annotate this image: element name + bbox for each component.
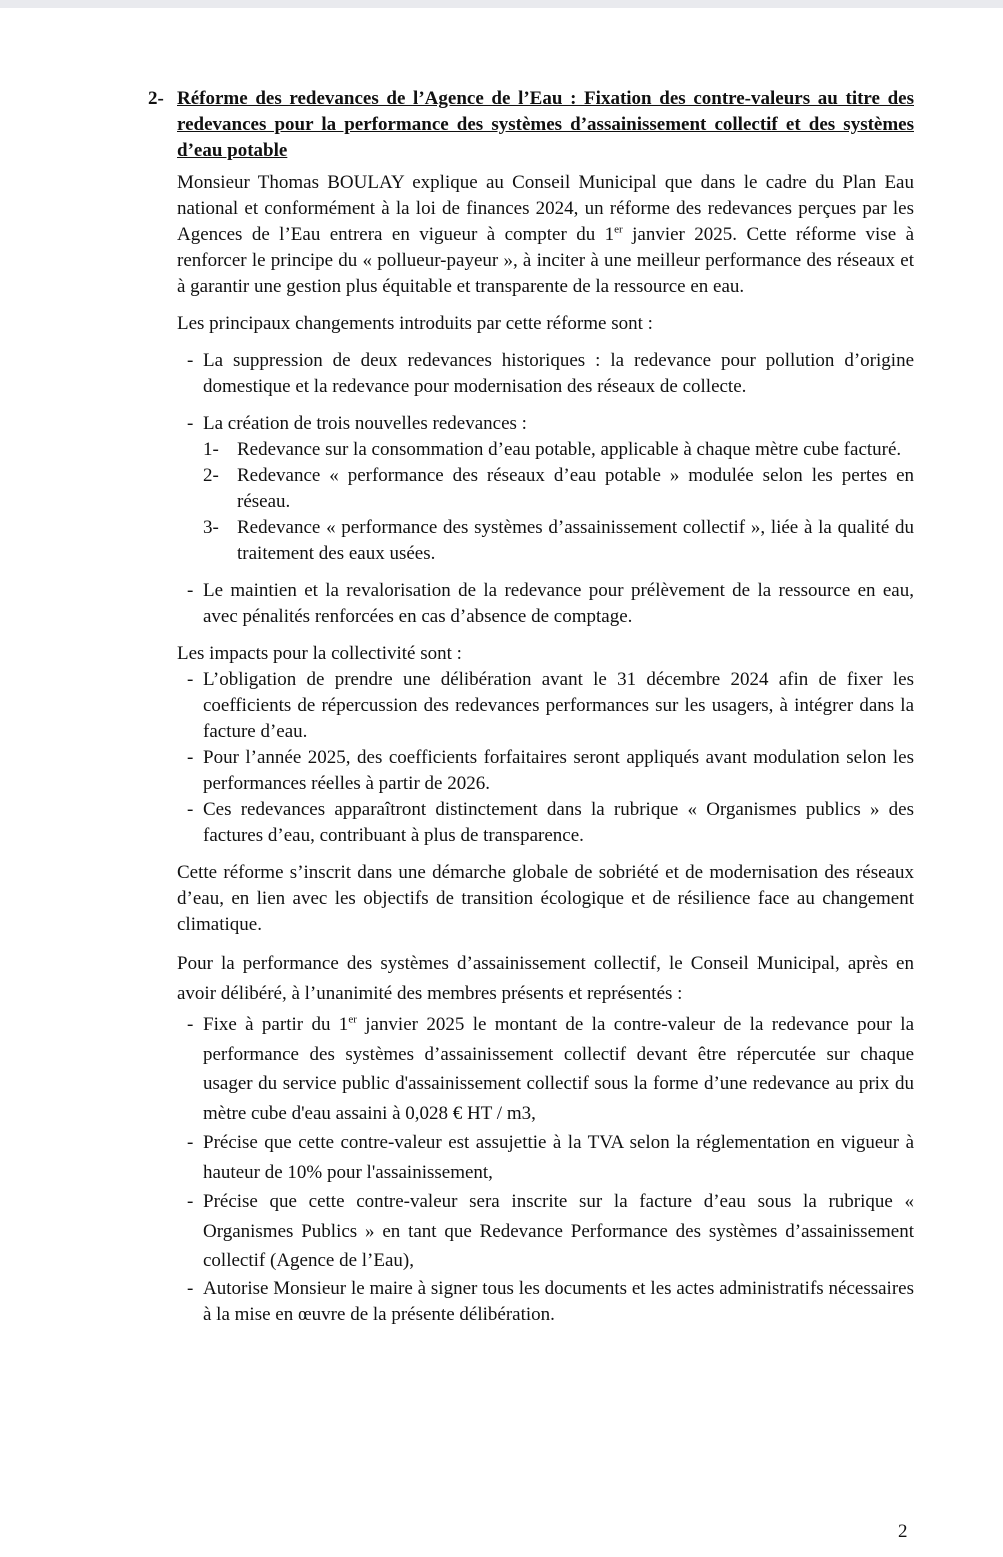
page-number: 2 <box>898 1521 908 1542</box>
section-number: 2- <box>148 88 164 109</box>
dash-marker: - <box>187 799 194 820</box>
decision-intro: Pour la performance des systèmes d’assainissement collectif, le Conseil Municipal, après en avoir délibéré, à l’unanimité des membres présents et représentés : <box>177 953 914 1004</box>
dash-marker: - <box>187 747 194 768</box>
impact-item: - Pour l’année 2025, des coefficients forfaitaires seront appliqués avant modulation selon les performances réelles à partir de 2026. <box>187 747 914 794</box>
decision-item-fixe: - Fixe à partir du 1er janvier 2025 le montant de la contre-valeur de la redevance pour la performance des systèmes d’assainissement collectif devant être répercutée sur chaque usager du service public d'assainissement collectif sous la forme d’une redevance au prix du mètre cube d'eau assaini à 0,028 € HT / m3, <box>177 1010 914 1128</box>
impacts-title: Les impacts pour la collectivité sont : <box>177 643 462 664</box>
impact-item: - Ces redevances apparaîtront distinctement dans la rubrique « Organismes publics » des factures d’eau, contribuant à plus de transparence. <box>187 799 914 846</box>
list-item-creation: - La création de trois nouvelles redevances : <box>177 411 914 437</box>
decision-item-autorise: - Autorise Monsieur le maire à signer tous les documents et les actes administratifs nécessaires à la mise en œuvre de la présente délibération. <box>187 1277 914 1325</box>
new-fee-item: 2- Redevance « performance des réseaux d’eau potable » modulée selon les pertes en réseau. <box>203 465 914 512</box>
new-fee-item: 1- Redevance sur la consommation d’eau potable, applicable à chaque mètre cube facturé. <box>177 437 914 463</box>
fee-number: 3- <box>203 517 219 538</box>
section-heading <box>148 86 914 164</box>
new-fee-item: 3- Redevance « performance des systèmes d’assainissement collectif », liée à la qualité du traitement des eaux usées. <box>203 517 914 564</box>
dash-marker: - <box>187 1132 194 1153</box>
ordinal-suffix: er <box>348 1013 357 1026</box>
ordinal-suffix: er <box>614 223 623 236</box>
list-item-maintien: - Le maintien et la revalorisation de la redevance pour prélèvement de la ressource en eau, avec pénalités renforcées en cas d’absence de comptage. <box>187 580 914 627</box>
fee-number: 2- <box>203 465 219 486</box>
dash-marker: - <box>187 1277 194 1299</box>
dash-marker: - <box>187 1191 194 1212</box>
intro-paragraph: Monsieur Thomas BOULAY explique au Conseil Municipal que dans le cadre du Plan Eau national et conformément à la loi de finances 2024, un réforme des redevances perçues par les Agences de l’Eau entrera en vigueur à compter du 1er janvier 2025. Cette réforme vise à renforcer le principe du « pollueur-payeur », à inciter à une meilleur performance des réseaux et à garantir une gestion plus équitable et transparente de la ressource en eau. <box>177 172 915 297</box>
dash-marker: - <box>187 350 194 371</box>
dash-marker: - <box>187 580 194 601</box>
conclusion-paragraph: Cette réforme s’inscrit dans une démarche globale de sobriété et de modernisation des réseaux d’eau, en lien avec les objectifs de transition écologique et de résilience face au changement climatique. <box>177 862 914 935</box>
document-page <box>0 8 1003 1557</box>
decision-item-tva: - Précise que cette contre-valeur est assujettie à la TVA selon la réglementation en vigueur à hauteur de 10% pour l'assainissement, <box>177 1128 914 1187</box>
viewer-top-band <box>0 0 1003 8</box>
dash-marker: - <box>187 669 194 690</box>
dash-marker: - <box>187 1014 194 1035</box>
list-item-suppression: - La suppression de deux redevances historiques : la redevance pour pollution d’origine domestique et la redevance pour modernisation des réseaux de collecte. <box>187 350 914 397</box>
dash-marker: - <box>187 413 194 434</box>
changes-title: Les principaux changements introduits par cette réforme sont : <box>177 313 653 334</box>
decision-item-facture: - Précise que cette contre-valeur sera inscrite sur la facture d’eau sous la rubrique « Organismes Publics » en tant que Redevance Performance des systèmes d’assainissement collectif (Agence de l’Eau), <box>177 1187 914 1276</box>
impact-item: - L’obligation de prendre une délibération avant le 31 décembre 2024 afin de fixer les coefficients de répercussion des redevances performances sur les usagers, à intégrer dans la facture d’eau. <box>187 669 914 742</box>
document-content <box>148 86 915 1328</box>
section-title: Réforme des redevances de l’Agence de l’Eau : Fixation des contre-valeurs au titre des redevances pour la performance des systèmes d’assainissement collectif et des systèmes d’eau potable <box>177 88 914 161</box>
fee-number: 1- <box>203 439 219 460</box>
